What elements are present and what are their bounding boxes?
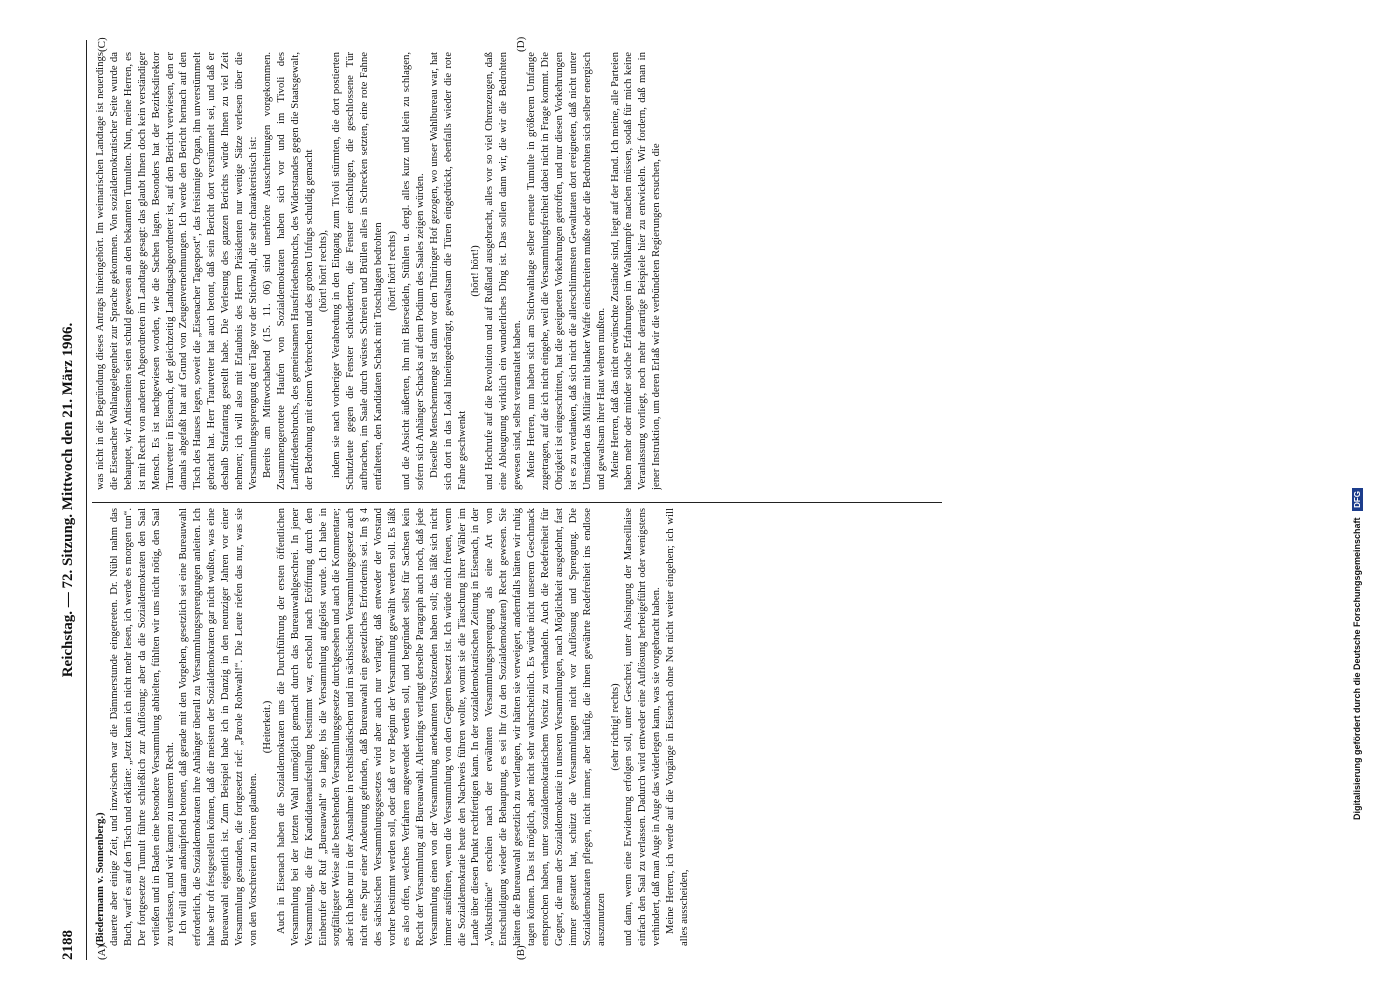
left-column bbox=[94, 508, 944, 946]
digitization-note bbox=[1352, 0, 1372, 820]
page-header bbox=[60, 40, 86, 960]
interjection: (hört! hört!) bbox=[469, 245, 482, 297]
quote-paragraph: indem sie nach vorheriger Verabredung in den Eingang zum Tivoli stürmten, die dort postierten Schutzleute gegen die Fenster schleuderten, die Fenster einschlugen, die geschlossene Tür aufbrachen, im Saale durch wüstes Schreien und Brüllen alles in Schrecken setzten, eine rote Fahne entfalteten, den Kandidaten Schack mit Totschlagen bedrohten bbox=[330, 52, 385, 490]
digitization-text: Digitalisierung gefördert durch die Deutsche Forschungsgemeinschaft bbox=[1352, 517, 1362, 820]
quote-paragraph: Bereits am Mittwochabend (15. 11. 06) sind unerhörte Ausschreitungen vorgekommen. Zusammengerottete Haufen von Sozialdemokraten haben sich vor und im Tivoli des Landfriedensbruchs, des gemeinsamen Hausfriedensbruchs, des Widerstandes gegen die Staatsgewalt, der Bedrohung mit einem Verbrechen und des groben Unfugs schuldig gemacht bbox=[260, 52, 315, 490]
margin-mark-c: (C) bbox=[96, 37, 108, 52]
column-divider bbox=[92, 502, 942, 503]
paragraph: Meine Herren, daß das nicht erwünschte Zustände sind, liegt auf der Hand. Ich meine, alle Parteien haben mehr oder minder solche Erfahrungen im Wahlkampfe machen müssen, sodaß für mich keine Veranlassung vorliegt, noch mehr derartige Beispiele hier zu entwickeln. Wir fordern, daß man in jener Instruktion, um deren Erlaß wir die verbündeten Regierungen ersuchen, die bbox=[608, 52, 663, 490]
paragraph: und Hochrufe auf die Revolution und auf Rußland ausgebracht, alles vor so viel Ohrenzeugen, daß eine Ableugnung wirklich ein wunderliches Ding ist. Das sollen dann wir, die wir die Bedrohten gewesen sind, selbst veranstaltet haben. bbox=[483, 52, 524, 490]
header-rule bbox=[86, 40, 87, 960]
paragraph: Auch in Eisenach haben die Sozialdemokraten uns die Durchführung der ersten öffentlichen Versammlung bei der letzten Wahl unmöglich gemacht durch das Bureauwahlgeschrei. In jener Versammlung, die für Kandidatenaufstellung bestimmt war, erscholl nach Eröffnung durch den Einberufer der Ruf „Bureauwahl“ so lange, bis die Versammlung aufgelöst wurde. Ich habe in sorgfältigster Weise alle bestehenden Versammlungsgesetze durchgesehen und auch die Kommentare; aber ich habe nur in der Ausnahme in rechtsländischen und im sächsischen Versammlungsgesetz auch nicht eine Spur einer Andeutung gefunden, daß Bureauwahl ein gesetzliches Erfordernis sei. Im § 4 des sächsischen Versammlungsgesetzes wird aber auch nur verlangt, daß entweder der Vorstand vorher bestimmt werden soll, oder daß er vor Beginn der Versammlung gewählt werden soll. Es läßt es also offen, welches Verfahren angewendet werden soll, und begründet selbst für Sachsen kein Recht der Versammlung auf Bureauwahl. Allerdings verlangt derselbe Paragraph auch noch, daß jede Versammlung einen von der Versammlung anerkannten Vorsitzenden haben soll; das läßt sich nicht immer ausführen, wenn die Versammlung von den Gegnern besetzt ist. Ich würde mich freuen, wenn die Sozialdemokratie heute den Nachweis führen wollte, womit sie die Täuschung ihrer Wähler im Lande über diesen Punkt rechtfertigen kann. In der sozialdemokratischen Zeitung in Eisenach, in der „Volkstribüne“ erschien nach der erwähnten Versammlungssprengung als eine Art von Entschuldigung wieder die Behauptung, es sei Ihr (zu den Sozialdemokraten) Recht gewesen. Sie hätten die Bureauwahl gesetzlich zu verlangen, wir hätten sie verweigert, andernfalls hätten wir ruhig tagen können. Das ist möglich, aber nicht sehr wahrscheinlich. Es würde nicht unserem Geschmack entsprochen haben, unter sozialdemokratischem Vorsitz zu verhandeln. Auch die Redefreiheit für Gegner, die man der Sozialdemokratie in unseren Versammlungen, nach Möglichkeit ausgedehnt, fast immer gestattet hat, schützt die Versammlungen nicht vor Auflösung und Sprengung. Die Sozialdemokraten pflegen, nicht immer, aber häufig, die ihnen gewährte Redefreiheit ins endlose auszunutzen bbox=[274, 508, 607, 946]
interjection: (hört! hört! rechts) bbox=[386, 231, 399, 311]
interjection: (Heiterkeit.) bbox=[260, 700, 273, 754]
paragraph: was nicht in die Begründung dieses Antrags hineingehört. Im weimarischen Landtage ist neuerdings die Eisenacher Wahlangelegenheit zur Sprache gekommen. Von sozialdemokratischer Seite wurde da behauptet, wir Antisemiten seien schuld gewesen an den bekannten Tumulten. Nun, meine Herren, es ist mit Recht von anderen Abgeordneten im Landtage gesagt: das glaubt Ihnen doch kein verständiger Mensch. Es ist nachgewiesen worden, wie die Sachen lagen. Besonders hat der Bezirksdirektor Trautvetter in Eisenach, der gleichzeitig Landtagsabgeordneter ist, auf den Bericht verwiesen, den er damals abgefaßt hat auf Grund von Zeugenvernehmungen. Ich werde den Bericht hernach auf den Tisch des Hauses legen, soweit die „Eisenacher Tagespost“, das freisinnige Organ, ihn unverstümmelt gebracht hat. Herr Trautvetter hat auch betont, daß sein Bericht dort verstümmelt sei, und daß er deshalb Strafantrag gestellt habe. Die Verlesung des ganzen Berichts würde Ihnen zu viel Zeit nehmen; ich will also mit Erlaubnis des Herrn Präsidenten nur wenige Sätze verlesen über die Versammlungssprengung drei Tage vor der Stichwahl, die sehr charakteristisch ist: bbox=[94, 52, 259, 490]
margin-mark-a: (A) bbox=[96, 944, 108, 960]
margin-mark-d: (D) bbox=[515, 36, 527, 52]
running-title: Reichstag. — 72. Sitzung. Mittwoch den 21. März 1906. bbox=[60, 322, 76, 678]
interjection: (hört! hört! rechts), bbox=[316, 229, 329, 313]
paragraph: dauerte aber einige Zeit, und inzwischen war die Dämmerstunde eingetreten. Dr. Nübl nahm das Buch, warf es auf den Tisch und erklärte: „Jetzt kann ich nicht mehr lesen, ich werde es morgen tun“. Der fortgesetzte Tumult führte schließlich zur Auflösung; aber da die Sozialdemokraten den Saal verließen und in Baden eine besondere Versammlung abhielten, fühlten wir uns nicht nötig, den Saal zu verlassen, und wir kamen zu unserem Recht. bbox=[107, 508, 176, 946]
paragraph: Meine Herren, ich werde auf die Vorgänge in Eisenach ohne Not nicht weiter eingehen; ich will alles ausscheiden, bbox=[664, 508, 691, 946]
quote-paragraph: Dieselbe Menschenmenge ist dann vor den Thüringer Hof gezogen, wo unser Wahlbureau war, hat sich dort in das Lokal hineingedrängt, gewaltsam die Türen eingedrückt, ebenfalls wieder die rote Fahne geschwenkt bbox=[427, 52, 468, 490]
paragraph: Meine Herren, nun haben sich am Stichwahltage selber erneute Tumulte in größerem Umfange zugetragen, auf die ich nicht eingehe, weil die Versammlungsfreiheit dabei nicht in Frage kommt. Die Obrigkeit ist eingeschritten, hat die geeigneten Vorkehrungen getroffen, und nur diesen Vorkehrungen ist es zu verdanken, daß sich nicht die allerschlimmsten Gewalttaten dort ereigneten, daß nicht unter Umständen das Militär mit blanker Waffe einschreiten mußte oder die Bedrohten sich selber energisch und gewaltsam ihrer Haut wehren mußten. bbox=[525, 52, 607, 490]
dfg-logo: DFG bbox=[1352, 488, 1363, 511]
speaker-name: (Biedermann v. Sonnenberg.) bbox=[94, 812, 106, 946]
page-number: 2188 bbox=[60, 930, 76, 960]
margin-mark-b: (B) bbox=[515, 945, 527, 960]
quote-paragraph: und die Absicht äußerten, ihn mit Bierseideln, Stühlen u. dergl. alles kurz und klein zu schlagen, sofern sich Anhänger Schacks auf dem Podium des Saales zeigen würden. bbox=[399, 52, 426, 490]
paragraph: Ich will daran anknüpfend betonen, daß gerade mit den Vorgehen, gesetzlich sei eine Bureauwahl erforderlich, die Sozialdemokraten ihre Anhänger überall zu Versammlungssprengungen anleiten. Ich habe sehr oft festgestellen können, daß die meisten der Sozialdemokraten gar nicht wußten, was eine Bureauwahl eigentlich ist. Zum Beispiel habe ich in Danzig in den neunziger Jahren vor einer Versammlung gestanden, die fortgesetzt rief: „Parole Rohwahl!“. Die Leute riefen das nur, was sie von den Vorschreiern zu hören glaubten. bbox=[177, 508, 259, 946]
interjection: (sehr richtig! rechts) bbox=[608, 683, 621, 771]
paragraph: und dann, wenn eine Erwiderung erfolgen soll, unter Geschrei, unter Absingung der Marseillaise einfach den Saal zu verlassen. Dadurch wird entweder eine Auflösung herbeigeführt oder wenigstens verhindert, daß man Auge in Auge das widerlegen kann, was sie vorgebracht haben. bbox=[622, 508, 663, 946]
right-column bbox=[94, 52, 944, 490]
